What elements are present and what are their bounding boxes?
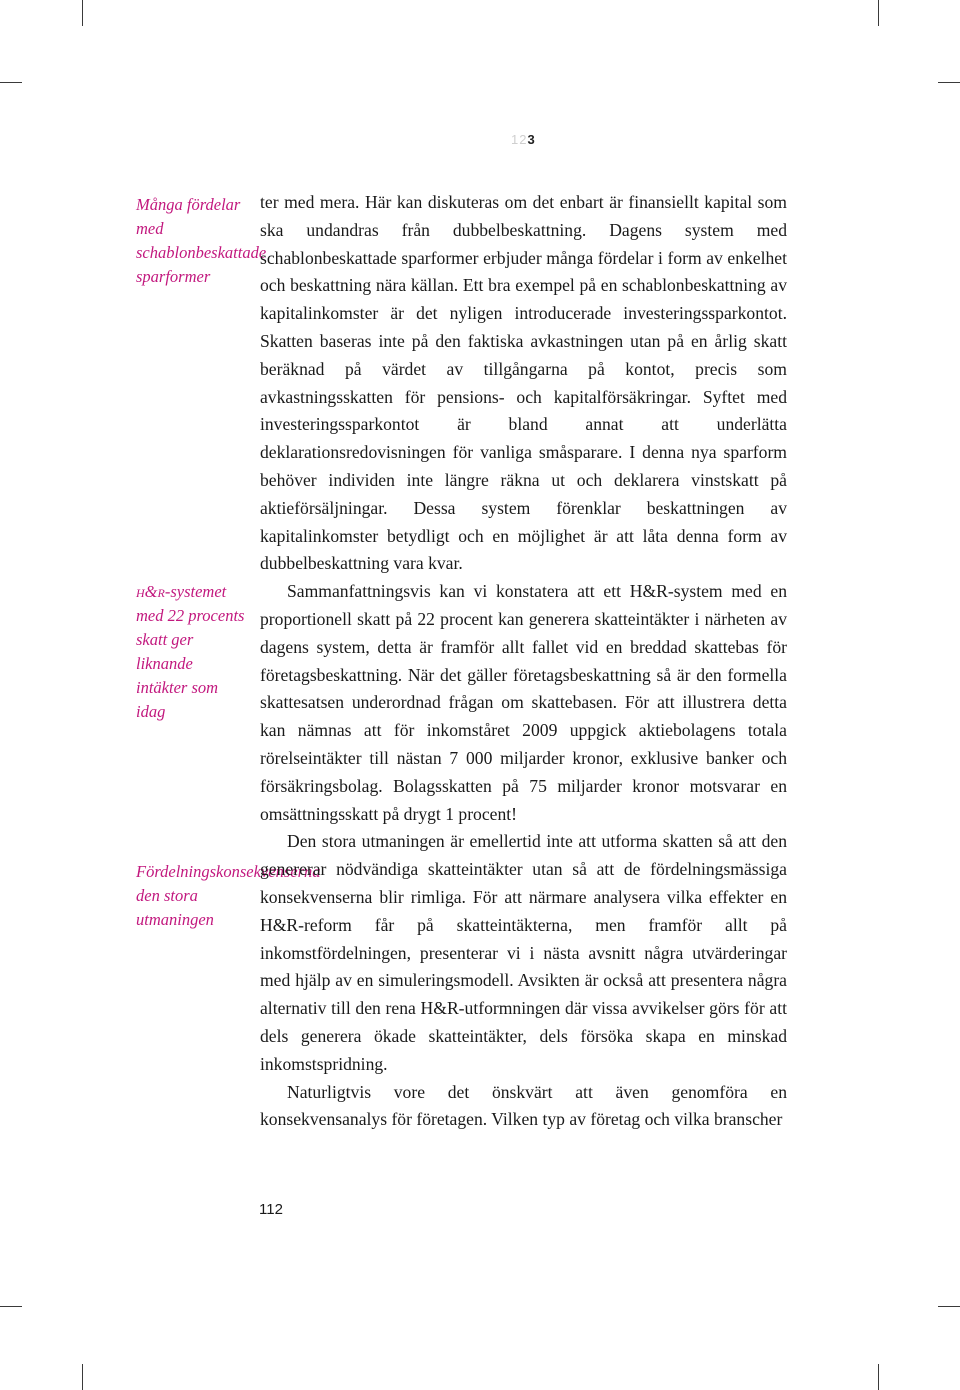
paragraph-2: Sammanfattningsvis kan vi konstatera att ett H&R-system med en proportionell skatt på 22 procent kan generera skatteintäkter i närheten av dagens system, detta är framför allt fallet vid en breddad skattebas för företagsbeskattning. När det gäller företagsbeskattning så är den formella skattesatsen underordnad frågan om skattebasen. För att illustrera detta kan nämnas att för inkomståret 2009 uppgick aktiebolagens totala rörelseintäkter till nästan 7 000 miljarder kronor, exklusive banker och försäkringsbolag. Bolagsskatten på 75 miljarder kronor motsvarar en omsättningsskatt på drygt 1 procent! [260, 581, 787, 824]
crop-mark-right-bottom [938, 1306, 960, 1307]
margin-note-2 [136, 580, 246, 724]
crop-mark-right-top [938, 82, 960, 83]
margin-note-2-prefix: h&r [136, 582, 165, 601]
crop-mark-bottom-left [82, 1364, 83, 1390]
crop-mark-left-bottom [0, 1306, 22, 1307]
paragraph-4: Naturligtvis vore det önskvärt att även genomföra en konsekvensanalys för företagen. Vilken typ av företag och vilka branscher [260, 1081, 787, 1130]
margin-note-3: Fördelningskonsekvenserna den stora utmaningen [136, 862, 321, 929]
margin-note-2-text: -systemet med 22 procents skatt ger liknande intäkter som idag [136, 582, 245, 721]
chapter-number-faint: 12 [511, 132, 528, 147]
body-text [260, 189, 787, 1134]
margin-note-1: Många fördelar med schablonbeskattade sparformer [136, 195, 267, 286]
page-number: 112 [259, 1201, 283, 1218]
chapter-number-strong: 3 [527, 132, 536, 147]
crop-mark-left-top [0, 82, 22, 83]
crop-mark-top-left [82, 0, 83, 26]
paragraph-1: ter med mera. Här kan diskuteras om det enbart är finansiellt kapital som ska undandras från dubbelbeskattning. Dagens system med schablonbeskattade sparformer erbjuder många fördelar i form av enkelhet och beskattning nära källan. Ett bra exempel på en schablonbeskattning av kapitalinkomster är det nyligen introducerade investeringssparkontot. Skatten baseras inte på den faktiska avkastningen utan på en årlig skatt beräknad på värdet av tillgångarna på kontot, precis som avkastningsskatten för pensions- och kapitalförsäkringar. Syftet med investeringssparkontot är bland annat att underlätta deklarationsredovisningen för vanliga småsparare. I denna nya sparform behöver individen inte längre räkna ut och deklarera vinstskatt på aktieförsäljningar. Dessa system förenklar beskattningen av kapitalinkomster betydligt och en möjlighet är att låta denna form av dubbelbeskattning vara kvar. [260, 192, 787, 574]
crop-mark-top-right [878, 0, 879, 26]
paragraph-3: Den stora utmaningen är emellertid inte att utforma skatten så att den genererar nödvändiga skatteintäkter utan så att de fördelningsmässiga konsekvenserna blir rimliga. För att närmare analysera vilka effekter en H&R-reform får på skatteintäkterna, men framför allt på inkomstfördelningen, presenterar vi i nästa avsnitt några utvärderingar med hjälp av en simuleringsmodell. Avsikten är också att presentera några alternativ till den rena H&R-utformningen där vissa avvikelser görs för att dels generera ökade skatteintäkter, dels försöka skapa en minskad inkomstspridning. [260, 831, 787, 1074]
crop-mark-bottom-right [878, 1364, 879, 1390]
chapter-number [511, 132, 536, 147]
